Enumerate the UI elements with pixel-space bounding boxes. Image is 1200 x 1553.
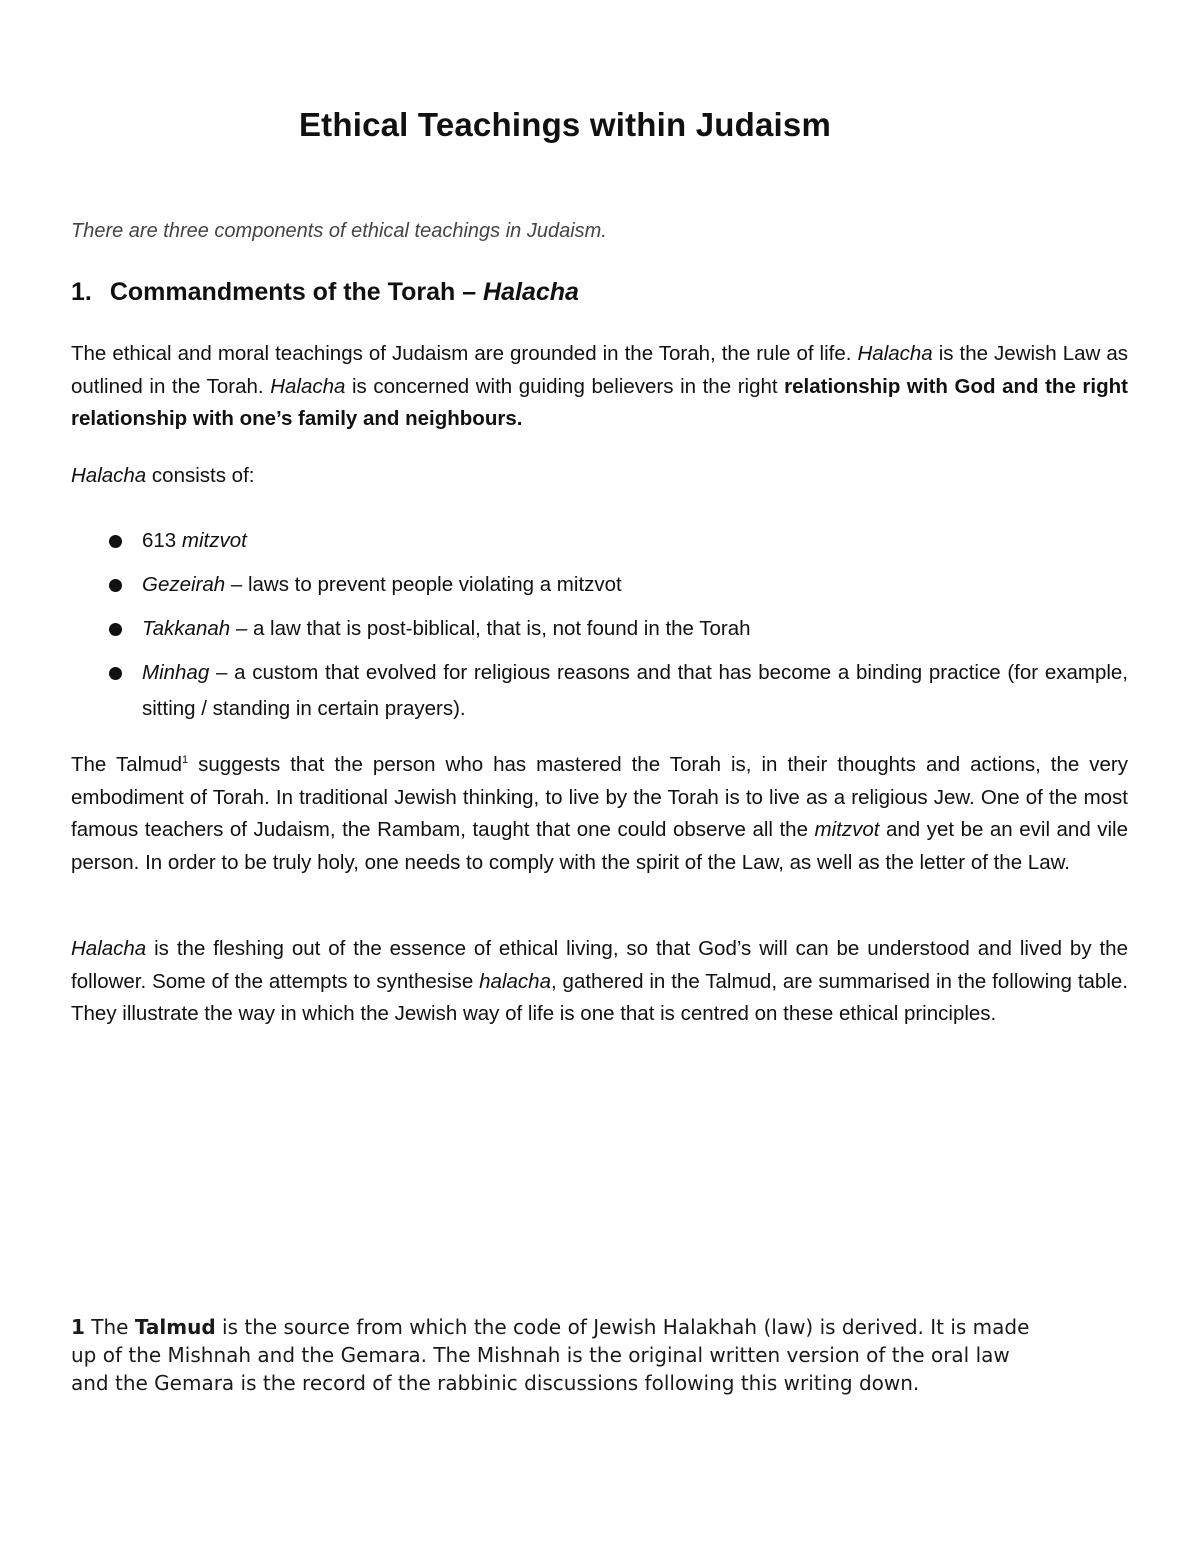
list-item: Gezeirah – laws to prevent people violating a mitzvot <box>0 567 1128 603</box>
footnote-bold-term: Talmud <box>134 1315 216 1339</box>
bullet-icon <box>109 623 122 636</box>
consists-of-line: Halacha consists of: <box>71 464 255 487</box>
section-heading-main: Commandments of the Torah – <box>109 278 484 306</box>
paragraph-talmud: The Talmud$^1$ suggests that the person who has mastered the Torah is, in their thoughts and actions, the very embodiment of Torah. In traditional Jewish thinking, to live by the Torah is to live as a religious Jew. One of the most famous teachers of Judaism, the Rambam, taught that one could observe all the mitzvot and yet be an evil and vile person. In order to be truly holy, one needs to comply with the spirit of the Law, as well as the letter of the Law. <box>71 753 1129 874</box>
bullet-icon <box>109 667 122 680</box>
bold-relationship-text: relationship with God and the right relationship with one’s family and neighbours. <box>71 374 1128 430</box>
list-item: Takkanah – a law that is post-biblical, that is, not found in the Torah <box>0 611 1128 647</box>
paragraph-ethical-living: Halacha is the fleshing out of the essence of ethical living, so that God’s will can be understood and lived by the follower. Some of the attempts to synthesise halacha, gathered in the Talmud, are summarised in the following table. They illustrate the way in which the Jewish way of life is one that is centred on these ethical principles. <box>71 937 1128 1025</box>
section-heading <box>71 278 579 307</box>
footnote-number: 1 <box>71 1315 85 1339</box>
list-item: 613 mitzvot <box>0 523 1128 559</box>
footnote: 1 The Talmud is the source from which the code of Jewish Halakhah (law) is derived. It is made up of the Mishnah and the Gemara. The Mishnah is the original written version of the oral law and the Gemara is the record of the rabbinic discussions following this writing down. <box>71 1315 1030 1395</box>
list-item: Minhag – a custom that evolved for religious reasons and that has become a binding practice (for example, sitting / standing in certain prayers). <box>0 655 1128 727</box>
page-title: Ethical Teachings within Judaism <box>298 106 832 143</box>
halacha-components-list <box>0 523 1128 735</box>
paragraph-halacha-intro: The ethical and moral teachings of Judaism are grounded in the Torah, the rule of life. Halacha is the Jewish Law as outlined in the Torah. Halacha is concerned with guiding believers in the right relationship with God and the right relationship with one’s family and neighbours. <box>71 342 1128 430</box>
bullet-icon <box>109 535 122 548</box>
intro-text: There are three components of ethical teachings in Judaism. <box>71 220 607 242</box>
bullet-icon <box>109 579 122 592</box>
footnote-reference[interactable]: 1 <box>182 754 189 767</box>
section-number: 1. <box>71 278 92 306</box>
section-heading-italic: Halacha <box>483 278 579 306</box>
